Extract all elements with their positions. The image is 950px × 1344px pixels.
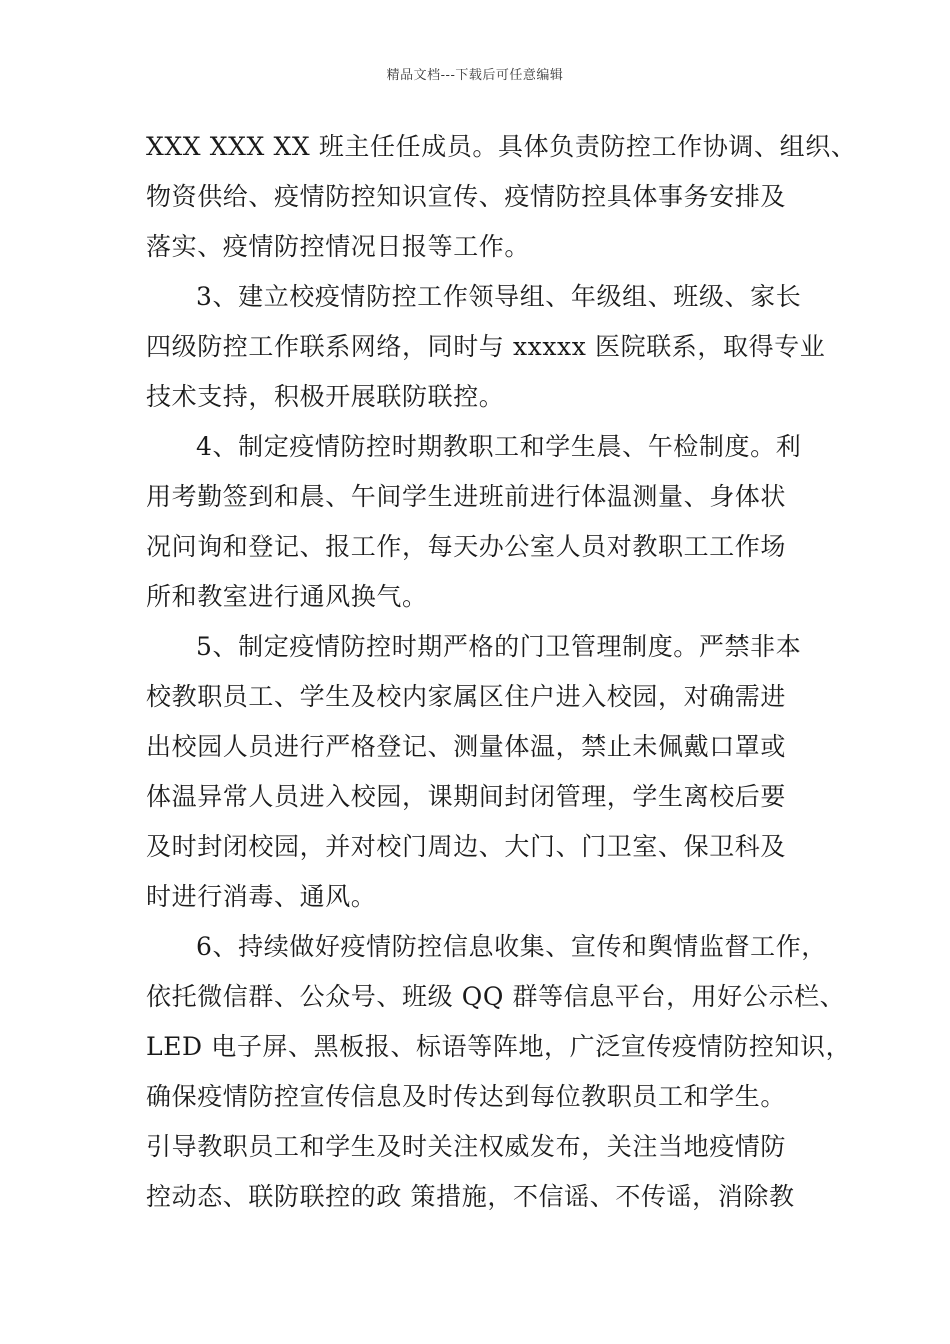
text-line: 物资供给、疫情防控知识宣传、疫情防控具体事务安排及 — [146, 182, 787, 211]
text-line: 校教职员工、学生及校内家属区住户进入校园，对确需进 — [146, 682, 787, 711]
text-line: 用考勤签到和晨、午间学生进班前进行体温测量、身体状 — [146, 482, 787, 511]
text-line: 依托微信群、公众号、班级 QQ 群等信息平台，用好公示栏、 — [146, 982, 846, 1011]
text-line: 体温异常人员进入校园，课期间封闭管理，学生离校后要 — [146, 782, 787, 811]
text-line: 及时封闭校园，并对校门周边、大门、门卫室、保卫科及 — [146, 832, 787, 861]
text-line: LED 电子屏、黑板报、标语等阵地，广泛宣传疫情防控知识， — [146, 1032, 852, 1061]
paragraph-start-line: 5、制定疫情防控时期严格的门卫管理制度。严禁非本 — [196, 632, 802, 661]
text-line: 确保疫情防控宣传信息及时传达到每位教职员工和学生。 — [146, 1082, 787, 1111]
text-line: 况问询和登记、报工作，每天办公室人员对教职工工作场 — [146, 532, 787, 561]
paragraph-start-line: 3、建立校疫情防控工作领导组、年级组、班级、家长 — [196, 282, 802, 311]
text-line: 引导教职员工和学生及时关注权威发布，关注当地疫情防 — [146, 1132, 787, 1161]
text-line: 四级防控工作联系网络，同时与 xxxxx 医院联系，取得专业 — [146, 332, 826, 361]
paragraph-start-line: 4、制定疫情防控时期教职工和学生晨、午检制度。利 — [196, 432, 802, 461]
text-line: 控动态、联防联控的政 策措施，不信谣、不传谣，消除教 — [146, 1182, 795, 1211]
text-line: 所和教室进行通风换气。 — [146, 582, 428, 611]
text-line: 技术支持，积极开展联防联控。 — [146, 382, 505, 411]
text-line: 时进行消毒、通风。 — [146, 882, 377, 911]
page-header: 精品文档---下载后可任意编辑 — [386, 68, 564, 83]
text-line: 落实、疫情防控情况日报等工作。 — [146, 232, 531, 261]
paragraph-start-line: 6、持续做好疫情防控信息收集、宣传和舆情监督工作， — [196, 932, 827, 961]
text-line: 出校园人员进行严格登记、测量体温，禁止未佩戴口罩或 — [146, 732, 787, 761]
text-line: XXX XXX XX 班主任任成员。具体负责防控工作协调、组织、 — [146, 132, 857, 161]
